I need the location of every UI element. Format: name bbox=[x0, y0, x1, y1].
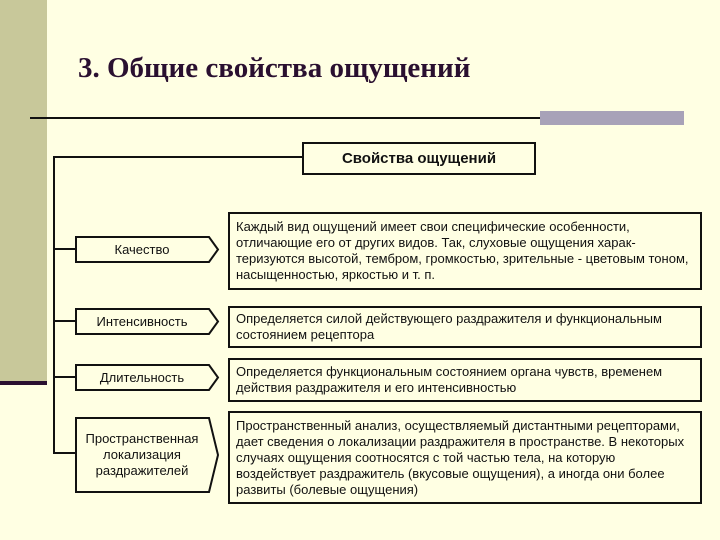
diagram-root-box bbox=[302, 142, 536, 175]
decorative-strip-line bbox=[0, 381, 47, 385]
tree-trunk-line bbox=[53, 156, 55, 454]
property-label-box bbox=[75, 364, 217, 391]
slide-title: 3. Общие свойства ощущений bbox=[78, 52, 471, 84]
property-description-box bbox=[228, 306, 702, 348]
property-description-box bbox=[228, 212, 702, 290]
diagram-root-label: Свойства ощущений bbox=[341, 150, 497, 167]
property-label-box bbox=[75, 236, 217, 263]
connector-line bbox=[53, 156, 303, 158]
property-label-box bbox=[75, 308, 217, 335]
branch-line bbox=[53, 452, 76, 454]
property-description: Пространственный анализ, осуществляемый дистантными рецепторами, дает сведения о локализации раздражителя в пространстве. В некоторых случаях ощущения соотносятся с той частью тела, на которую воздействует раздражитель (вкусовые ощущения), а иногда они более развиты (болевые ощущения) bbox=[236, 417, 685, 497]
property-label: Интенсивность bbox=[96, 313, 188, 329]
property-label: Длительность bbox=[99, 369, 185, 385]
property-description-box bbox=[228, 358, 702, 402]
property-description: Определяется силой действующего раздражителя и функциональным состоянием рецептора bbox=[236, 311, 662, 342]
branch-line bbox=[53, 376, 76, 378]
property-description: Определяется функциональным состоянием органа чувств, временем действия раздражителя и его интенсивностью bbox=[236, 364, 663, 395]
property-label: Качество bbox=[114, 241, 170, 257]
property-label-box bbox=[75, 417, 217, 493]
divider-accent bbox=[540, 111, 684, 125]
property-description-box bbox=[228, 411, 702, 504]
branch-line bbox=[53, 248, 76, 250]
property-label: Пространственная локализация раздражителей bbox=[85, 431, 199, 478]
decorative-side-strip bbox=[0, 0, 47, 381]
branch-line bbox=[53, 320, 76, 322]
property-description: Каждый вид ощущений имеет свои специфические особенности, отличающие его от других видов. Так, слуховые ощущения харак-теризуются высотой, тембром, громкостью, зрительные - цветовым тоном, насыщенностью, яркостью и т. п. bbox=[236, 219, 689, 282]
